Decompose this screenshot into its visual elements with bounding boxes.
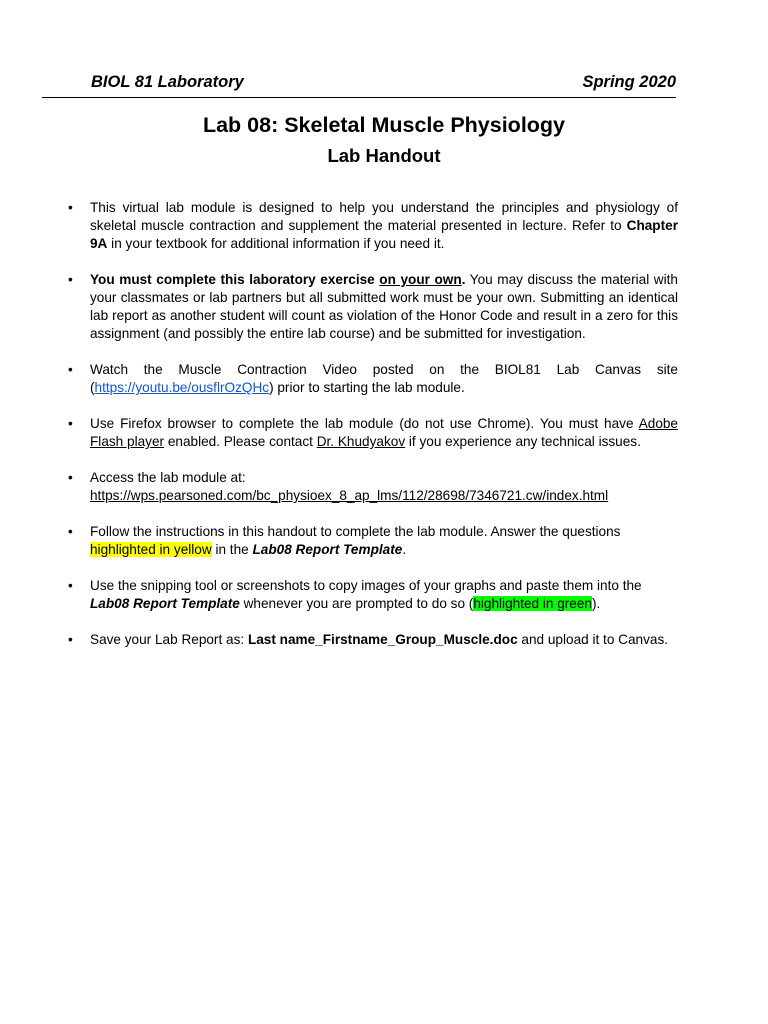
bullet-icon: • — [68, 524, 73, 539]
bold-italic-text: Lab08 Report Template — [252, 542, 403, 557]
list-item-save — [0, 631, 768, 649]
bullet-icon: • — [68, 578, 73, 593]
document-title: Lab 08: Skeletal Muscle Physiology — [202, 113, 566, 137]
bold-italic-text: Lab08 Report Template — [90, 596, 240, 611]
green-highlight: highlighted in green — [473, 596, 592, 611]
list-item-browser — [0, 415, 768, 451]
list-item-text — [90, 199, 678, 253]
bold-underline-text: on your own — [379, 272, 462, 287]
list-item-text — [90, 361, 678, 397]
list-item-video — [0, 361, 768, 397]
bullet-icon: • — [68, 272, 73, 287]
instruction-list — [0, 199, 768, 667]
bullet-icon: • — [68, 632, 73, 647]
course-name: BIOL 81 Laboratory — [91, 73, 244, 91]
module-url[interactable]: https://wps.pearsoned.com/bc_physioex_8_ap_lms/112/28698/7346721.cw/index.html — [90, 488, 609, 503]
list-item-own-work — [0, 271, 768, 343]
text-segment: This virtual lab module is designed to help you understand the principles and physiology of skeletal muscle contraction and supplement the material presented in lecture. Refer to — [90, 200, 678, 233]
page-header — [42, 73, 676, 98]
text-segment: if you experience any technical issues. — [405, 434, 641, 449]
text-segment: enabled. Please contact — [164, 434, 317, 449]
video-link[interactable]: https://youtu.be/ousflrOzQHc — [94, 380, 270, 395]
list-item-access — [0, 469, 768, 505]
list-item-intro — [0, 199, 768, 253]
text-segment: . — [402, 542, 407, 557]
text-segment: and upload it to Canvas. — [517, 632, 669, 647]
list-item-text — [90, 469, 678, 505]
yellow-highlight: highlighted in yellow — [90, 542, 212, 557]
text-segment: whenever you are prompted to do so ( — [239, 596, 474, 611]
text-segment: Watch the Muscle Contraction Video posted on the BIOL81 Lab Canvas site ( — [90, 362, 678, 395]
bullet-icon: • — [68, 200, 73, 215]
text-segment: Access the lab module at: — [90, 470, 246, 485]
list-item-screenshots — [0, 577, 768, 613]
text-segment: Use Firefox browser to complete the lab module (do not use Chrome). You must have — [90, 416, 639, 431]
text-segment: You may discuss the material with your classmates or lab partners but all submitted work must be your own. Submitting an identical lab report as another student will count as violation of the Honor Code and result in a zero for this assignment (and possibly the entire lab course) and be submitted for investigation. — [90, 272, 678, 341]
list-item-text — [90, 631, 678, 649]
text-segment: in the — [211, 542, 253, 557]
bullet-icon: • — [68, 470, 73, 485]
underlined-text: Adobe Flash player — [90, 416, 678, 449]
text-segment: in your textbook for additional information if you need it. — [107, 236, 445, 251]
list-item-text — [90, 415, 678, 451]
list-item-instructions — [0, 523, 768, 559]
list-item-text — [90, 271, 678, 343]
text-segment: Follow the instructions in this handout to complete the lab module. Answer the questions — [90, 524, 621, 539]
list-item-text — [90, 523, 678, 559]
bullet-icon: • — [68, 362, 73, 377]
document-subtitle: Lab Handout — [327, 145, 441, 166]
text-segment: ). — [592, 596, 601, 611]
bold-text: You must complete this laboratory exercise — [90, 272, 380, 287]
bullet-icon: • — [68, 416, 73, 431]
bold-text: Chapter 9A — [90, 218, 678, 251]
text-segment: ) prior to starting the lab module. — [269, 380, 465, 395]
bold-text: . — [461, 272, 466, 287]
text-segment: Save your Lab Report as: — [90, 632, 248, 647]
underlined-text: Dr. Khudyakov — [316, 434, 406, 449]
bold-text: Last name_Firstname_Group_Muscle.doc — [247, 632, 518, 647]
term-label: Spring 2020 — [582, 73, 676, 91]
text-segment: Use the snipping tool or screenshots to copy images of your graphs and paste them into the — [90, 578, 642, 593]
list-item-text — [90, 577, 678, 613]
